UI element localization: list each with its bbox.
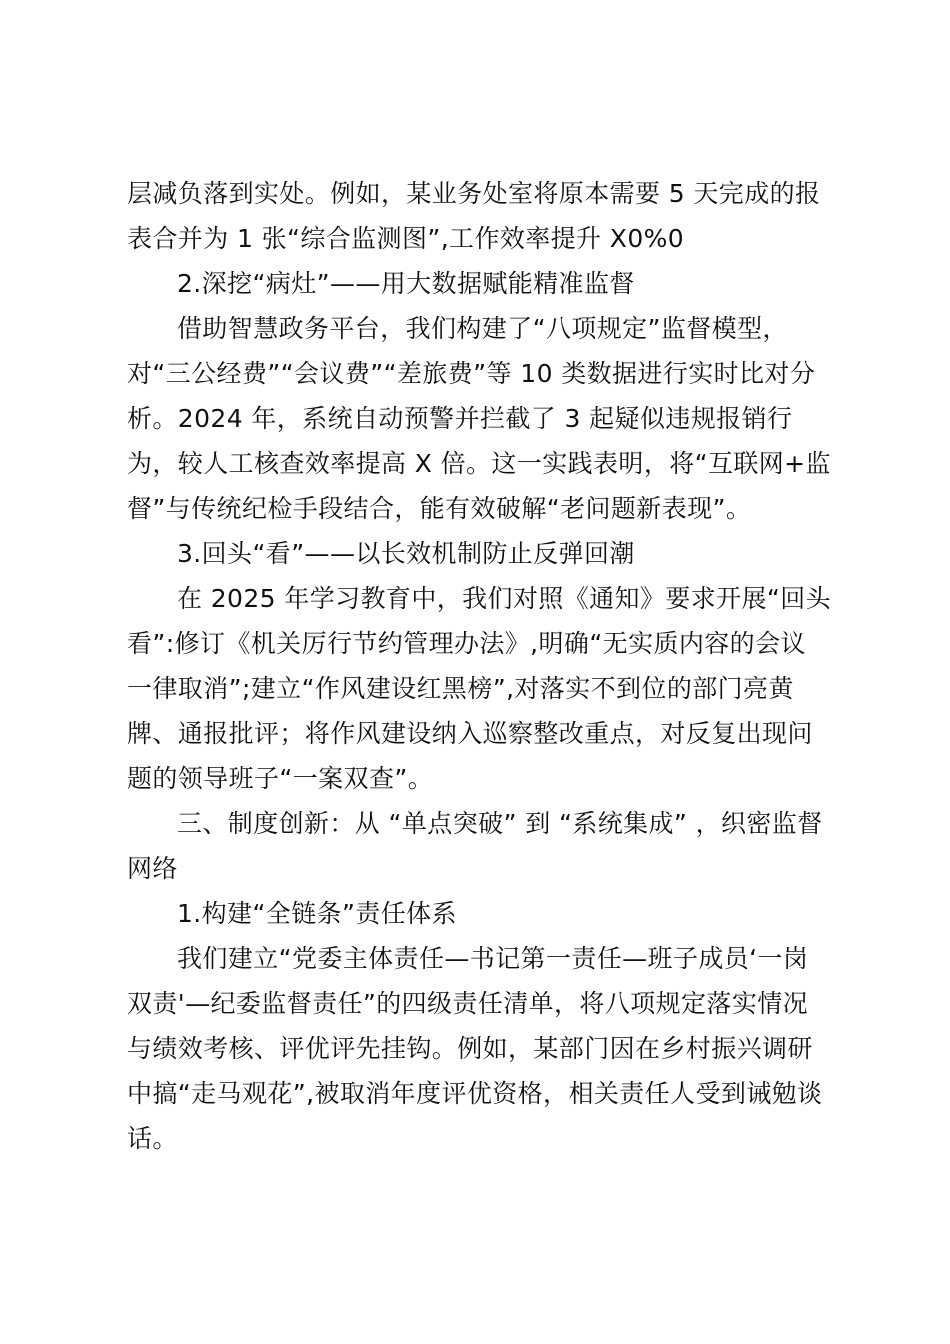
body-text-line: 借助智慧政务平台，我们构建了“八项规定”监督模型， [177, 314, 788, 343]
chapter-heading: 网络 [127, 854, 178, 883]
section-heading: 1.构建“全链条”责任体系 [177, 899, 457, 928]
body-text-line: 析。2024 年，系统自动预警并拦截了 3 起疑似违规报销行 [127, 404, 793, 433]
body-text-line: 表合并为 1 张“综合监测图”,工作效率提升 X0%0 [127, 224, 685, 253]
body-text-line: 看”:修订《机关厉行节约管理办法》,明确“无实质内容的会议 [127, 629, 806, 658]
section-heading: 3.回头“看”——以长效机制防止反弹回潮 [177, 539, 635, 568]
body-text-line: 一律取消”;建立“作风建设红黑榜”,对落实不到位的部门亮黄 [127, 674, 794, 703]
body-text-line: 督”与传统纪检手段结合，能有效破解“老问题新表现”。 [127, 494, 752, 523]
body-text-line: 对“三公经费”“会议费”“差旅费”等 10 类数据进行实时比对分 [127, 359, 816, 388]
body-text-line: 在 2025 年学习教育中，我们对照《通知》要求开展“回头 [177, 584, 832, 613]
body-text-line: 牌、通报批评；将作风建设纳入巡察整改重点，对反复出现问 [127, 719, 813, 748]
body-text-line: 双责'—纪委监督责任”的四级责任清单，将八项规定落实情况 [127, 989, 809, 1018]
body-text-line: 中搞“走马观花”,被取消年度评优资格，相关责任人受到诫勉谈 [127, 1079, 823, 1108]
body-text-line: 我们建立“党委主体责任—书记第一责任—班子成员‘一岗 [177, 944, 809, 973]
chapter-heading: 三、制度创新：从 “单点突破” 到 “系统集成” ，织密监督 [177, 809, 823, 838]
section-heading: 2.深挖“病灶”——用大数据赋能精准监督 [177, 269, 635, 298]
body-text-line: 题的领导班子“一案双查”。 [127, 764, 434, 793]
body-text-line: 层减负落到实处。例如，某业务处室将原本需要 5 天完成的报 [127, 179, 821, 208]
body-text-line: 话。 [127, 1124, 178, 1153]
body-text-line: 为，较人工核查效率提高 X 倍。这一实践表明，将“互联网+监 [127, 449, 831, 478]
body-text-line: 与绩效考核、评优评先挂钩。例如，某部门因在乡村振兴调研 [127, 1034, 813, 1063]
